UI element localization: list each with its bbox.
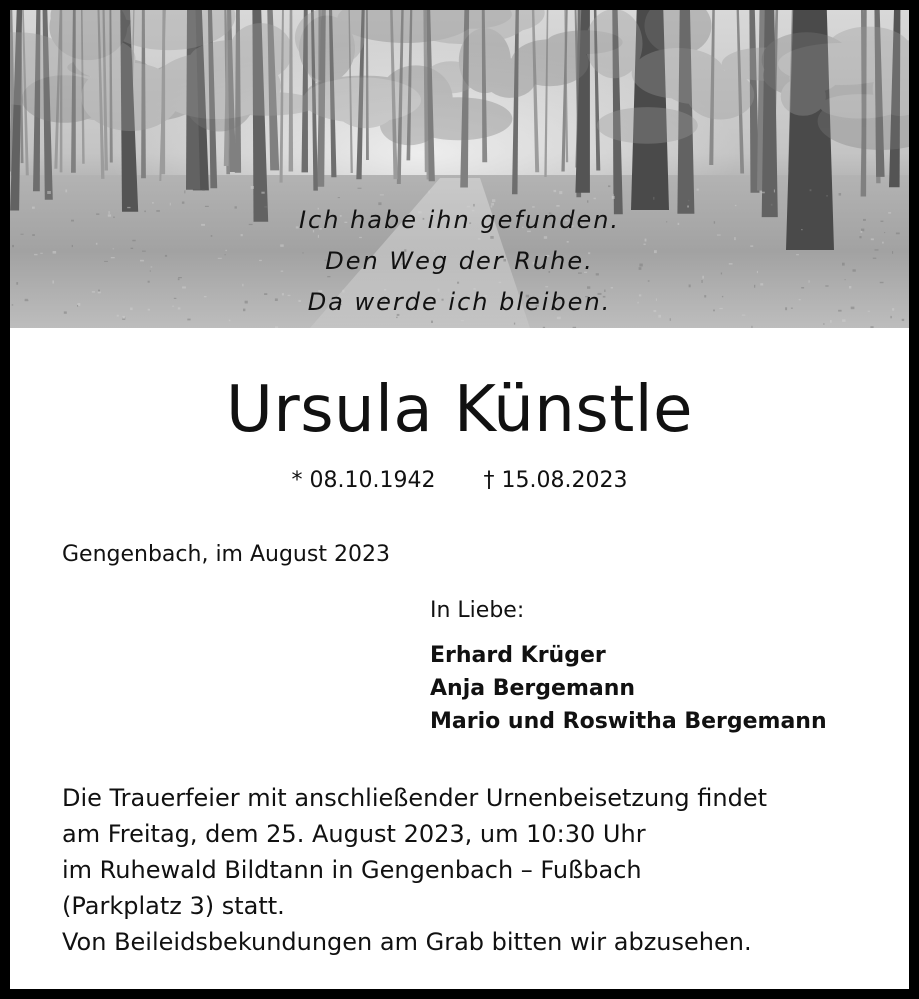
ceremony-text [62,780,892,960]
ceremony-line-3: im Ruhewald Bildtann in Gengenbach – Fußbach [62,856,642,884]
place-and-date: Gengenbach, im August 2023 [62,542,390,567]
deceased-name: Ursula Künstle [226,373,693,447]
signers-block [430,594,827,738]
ceremony-line-1: Die Trauerfeier mit anschließender Urnenbeisetzung findet [62,784,768,812]
signers-intro: In Liebe: [430,598,525,623]
ceremony-line-4: (Parkplatz 3) statt. [62,892,285,920]
death-date: † 15.08.2023 [483,468,628,493]
birth-date: * 08.10.1942 [291,468,436,493]
life-dates [10,466,909,496]
quote-line-2: Den Weg der Ruhe. [325,247,594,275]
memorial-quote [10,200,909,323]
ceremony-line-2: am Freitag, dem 25. August 2023, um 10:30 Uhr [62,820,646,848]
signer-name: Mario und Roswitha Bergemann [430,709,827,734]
ceremony-line-5: Von Beileidsbekundungen am Grab bitten wir abzusehen. [62,928,752,956]
forest-photo [10,10,909,328]
quote-line-3: Da werde ich bleiben. [307,288,612,316]
signer-name: Anja Bergemann [430,676,636,701]
signer-name: Erhard Krüger [430,643,606,668]
quote-line-1: Ich habe ihn gefunden. [298,206,621,234]
